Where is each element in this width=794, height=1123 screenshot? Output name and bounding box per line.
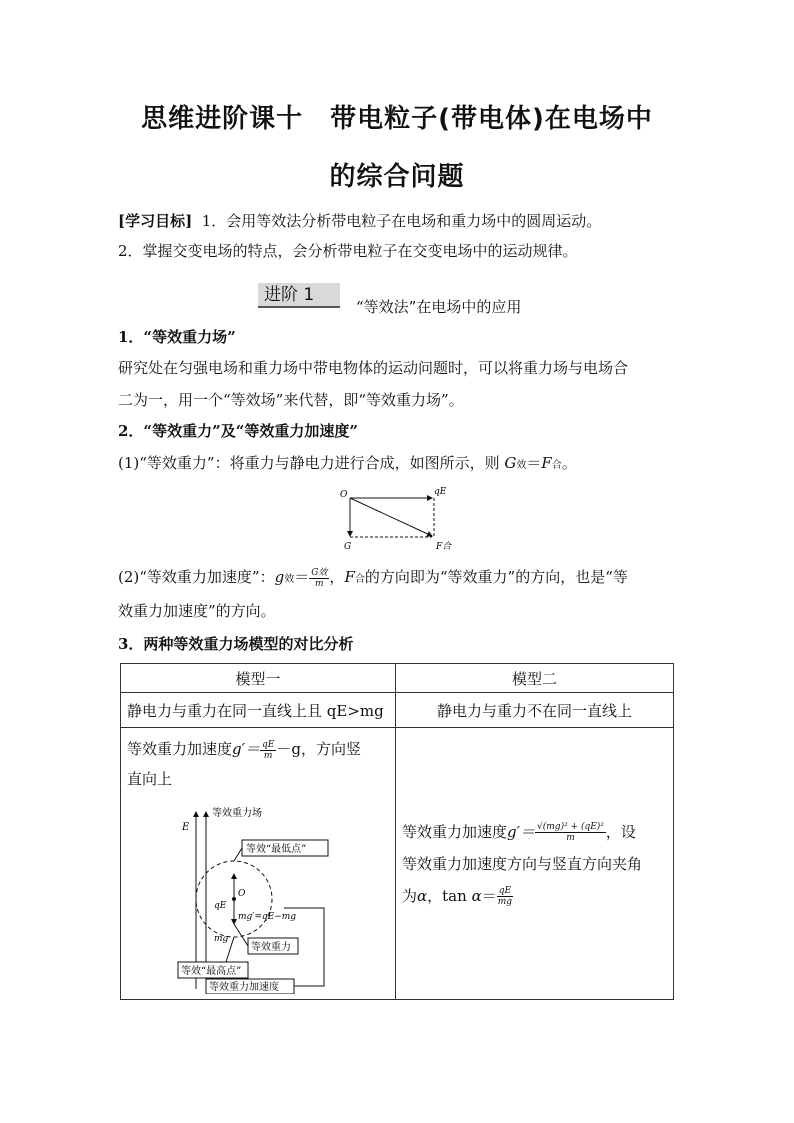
model2-l3b: ，tan: [427, 886, 467, 905]
model2-num: √(mg)² + (qE)²: [537, 822, 604, 832]
diagram-lowest: 等效“最低点”: [246, 844, 307, 855]
model2-den2: mg: [497, 897, 513, 907]
model2-alpha2: α: [471, 886, 482, 905]
model2-rest: ，设: [605, 822, 636, 841]
s2-p2-den: m: [315, 578, 324, 589]
s2-p2-rest: 的方向即为“等效重力”的方向，也是“等: [364, 568, 628, 586]
s2-p2-F: F: [344, 568, 355, 586]
model2-l3a: 为: [402, 886, 418, 905]
s1-body-line2: 二为一，用一个“等效场”来代替，即“等效重力场”。: [118, 391, 464, 409]
s1-body-line1: 研究处在匀强电场和重力场中带电物体的运动问题时，可以将重力场与电场合: [118, 359, 629, 377]
s2-p2-eq: ＝: [294, 568, 310, 586]
s2-p2: [118, 566, 628, 591]
table-row: [121, 693, 674, 728]
s2-p1-sub2: 合: [551, 460, 562, 471]
fig-O: O: [340, 490, 348, 500]
s2-p2-num: G效: [311, 567, 328, 578]
s2-p2-comma: ，: [329, 568, 345, 586]
s2-p2-g: g: [274, 568, 285, 586]
s2-p1: [118, 452, 577, 477]
fig-F: F合: [436, 542, 452, 552]
model1-diagram: [176, 804, 351, 994]
table-header-2: 模型二: [396, 664, 674, 693]
objective-2: 2．掌握交变电场的特点，会分析带电粒子在交变电场中的运动规律。: [118, 242, 578, 260]
s1-heading: 1．“等效重力场”: [118, 328, 236, 346]
fig-qE: qE: [434, 487, 447, 497]
s2-p1-eq: ＝: [526, 454, 542, 472]
model1-g: g′＝: [232, 740, 261, 758]
badge-underline: [258, 306, 340, 308]
table-row: [121, 728, 674, 1000]
s2-p1-end: 。: [561, 454, 577, 472]
model2-frac: [535, 822, 606, 843]
force-diagram: [336, 482, 466, 552]
diagram-mg-eq: mg′=qE−mg: [238, 912, 297, 922]
model2-l3c: ＝: [481, 886, 497, 905]
diagram-O: O: [238, 889, 246, 899]
table-header-row: [121, 664, 674, 693]
objectives-line1: [118, 210, 601, 232]
s2-p2-line2: 效重力加速度”的方向。: [118, 602, 276, 620]
s2-p2-frac: [309, 568, 329, 589]
s2-p1-G: G: [504, 454, 517, 472]
s2-p2-sub: 效: [284, 574, 295, 585]
table-header-1: 模型一: [121, 664, 396, 693]
model2-alpha: α: [417, 886, 428, 905]
diagram-highest: 等效“最高点”: [181, 966, 242, 977]
model2-den: m: [566, 833, 575, 843]
comparison-table: [120, 663, 674, 1000]
diagram-acc: 等效重力加速度: [209, 982, 279, 993]
model2-formula: [402, 816, 667, 848]
model1-line2: 直向上: [127, 770, 173, 788]
model1-rest: －g，方向竖: [276, 740, 361, 758]
model2-text: 等效重力加速度: [402, 822, 508, 841]
s2-p2-sub2: 合: [354, 574, 365, 585]
s2-p1-F: F: [541, 454, 552, 472]
section-badge: 进阶 1: [258, 283, 340, 307]
section-heading: “等效法”在电场中的应用: [356, 298, 522, 316]
model1-num: qE: [262, 739, 275, 750]
diagram-E: E: [182, 822, 190, 833]
model2-frac2: [497, 886, 513, 907]
table-cell-r1c1: 静电力与重力在同一直线上且 qE>mg: [121, 693, 396, 728]
diagram-mg: mg: [214, 934, 229, 944]
diagram-qE: qE: [214, 901, 227, 911]
s2-p1-text: (1)“等效重力”：将重力与静电力进行合成，如图所示，则: [118, 454, 500, 472]
s2-p1-sub1: 效: [516, 460, 527, 471]
table-cell-r1c2: 静电力与重力不在同一直线上: [396, 693, 674, 728]
model2-num2: qE: [498, 886, 512, 896]
objectives-tag: [学习目标]: [118, 212, 193, 230]
table-cell-r2c1: [121, 728, 396, 1000]
model2-g: g′＝: [507, 822, 536, 841]
model2-line3: [402, 880, 667, 912]
model2-line2: 等效重力加速度方向与竖直方向夹角: [402, 854, 643, 873]
table-cell-r2c2: [396, 728, 674, 1000]
diagram-field: 等效重力场: [212, 808, 262, 819]
s3-heading: 3．两种等效重力场模型的对比分析: [118, 635, 354, 653]
fig-G: G: [344, 542, 352, 552]
diagram-eq-gravity: 等效重力: [251, 942, 291, 953]
model1-frac: [260, 740, 276, 761]
s2-heading: 2．“等效重力”及“等效重力加速度”: [118, 422, 358, 440]
page-title-line1: 思维进阶课十 带电粒子(带电体)在电场中: [141, 104, 653, 134]
model1-text: 等效重力加速度: [127, 740, 233, 758]
model1-formula: [127, 734, 389, 764]
model1-den: m: [263, 750, 273, 761]
s2-p2-text: (2)“等效重力加速度”：: [118, 568, 275, 586]
objective-1: 1．会用等效法分析带电粒子在电场和重力场中的圆周运动。: [201, 212, 602, 230]
page-title-line2: 的综合问题: [329, 162, 465, 192]
